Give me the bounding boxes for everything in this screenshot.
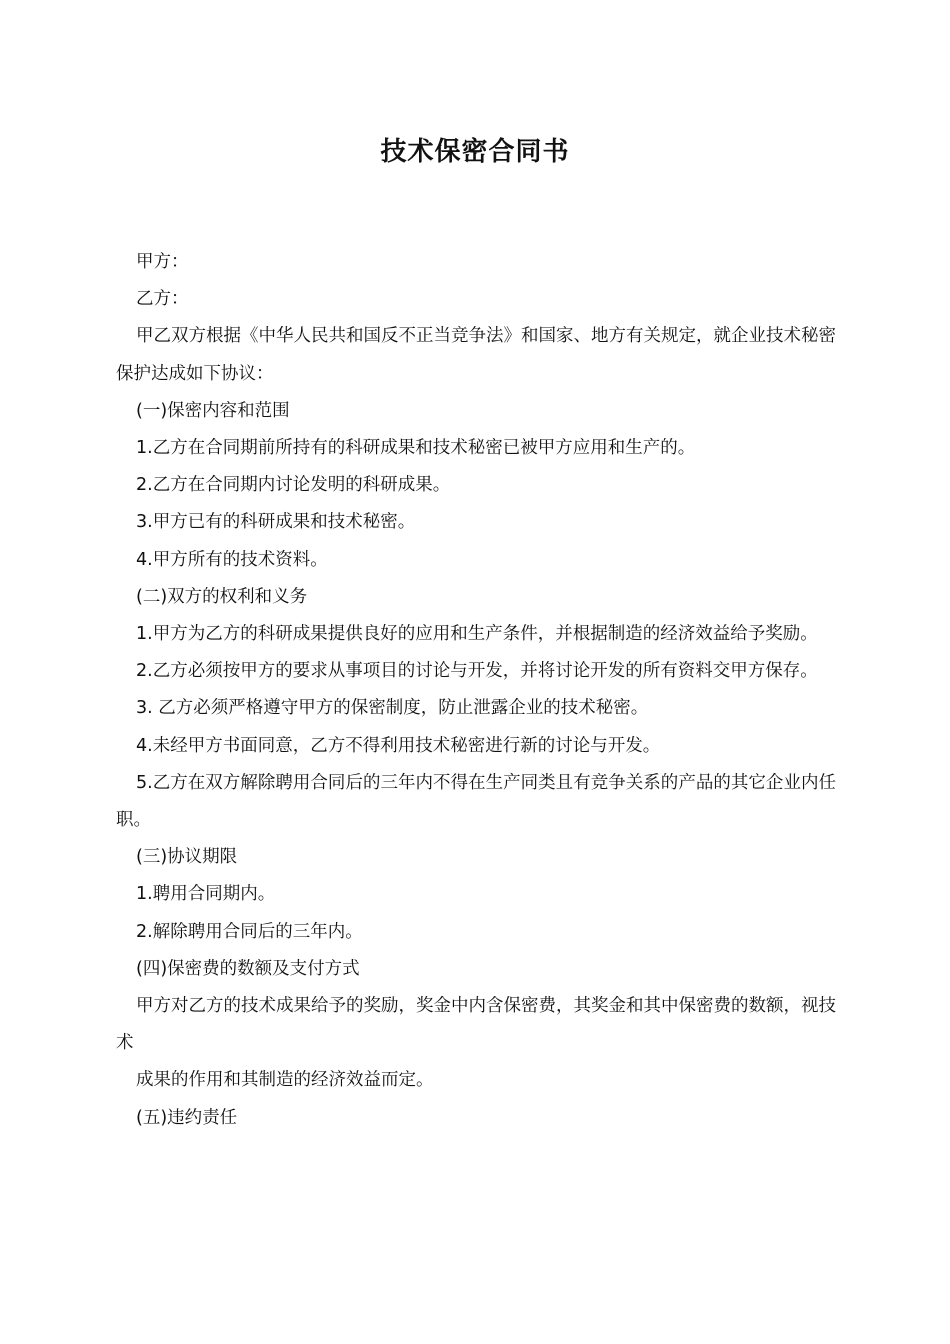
clause-2-3: 3. 乙方必须严格遵守甲方的保密制度，防止泄露企业的技术秘密。 <box>136 698 649 719</box>
clause-2-1: 1.甲方为乙方的科研成果提供良好的应用和生产条件，并根据制造的经济效益给予奖励。 <box>136 624 818 645</box>
clause-2-4: 4.未经甲方书面同意，乙方不得利用技术秘密进行新的讨论与开发。 <box>136 735 661 756</box>
clause-4-text: 甲方对乙方的技术成果给予的奖励，奖金中内含保密费，其奖金和其中保密费的数额，视技术 <box>116 996 836 1054</box>
preamble-paragraph: 甲乙双方根据《中华人民共和国反不正当竞争法》和国家、地方有关规定，就企业技术秘密保护达成如下协议： <box>116 326 836 384</box>
document-body <box>116 244 836 1137</box>
clause-2-5: 5.乙方在双方解除聘用合同后的三年内不得在生产同类且有竞争关系的产品的其它企业内任职。 <box>116 772 836 831</box>
section-heading-2: (二)双方的权利和义务 <box>136 586 308 607</box>
section-heading-5: (五)违约责任 <box>136 1107 238 1128</box>
clause-2-2: 2.乙方必须按甲方的要求从事项目的讨论与开发，并将讨论开发的所有资料交甲方保存。 <box>136 661 818 682</box>
section-heading-4: (四)保密费的数额及支付方式 <box>136 958 360 979</box>
clause-1-3: 3.甲方已有的科研成果和技术秘密。 <box>136 512 416 533</box>
clause-1-2: 2.乙方在合同期内讨论发明的科研成果。 <box>136 475 451 496</box>
party-a-line: 甲方： <box>136 252 189 272</box>
clause-3-1: 1.聘用合同期内。 <box>136 884 276 905</box>
section-heading-1: (一)保密内容和范围 <box>136 400 290 421</box>
party-b-line: 乙方： <box>136 289 189 310</box>
clause-1-4: 4.甲方所有的技术资料。 <box>136 549 328 570</box>
clause-3-2: 2.解除聘用合同后的三年内。 <box>136 921 363 942</box>
document-title: 技术保密合同书 <box>380 137 570 167</box>
section-heading-3: (三)协议期限 <box>136 847 238 868</box>
clause-1-1: 1.乙方在合同期前所持有的科研成果和技术秘密已被甲方应用和生产的。 <box>136 438 696 459</box>
clause-4-continuation: 成果的作用和其制造的经济效益而定。 <box>136 1070 434 1091</box>
